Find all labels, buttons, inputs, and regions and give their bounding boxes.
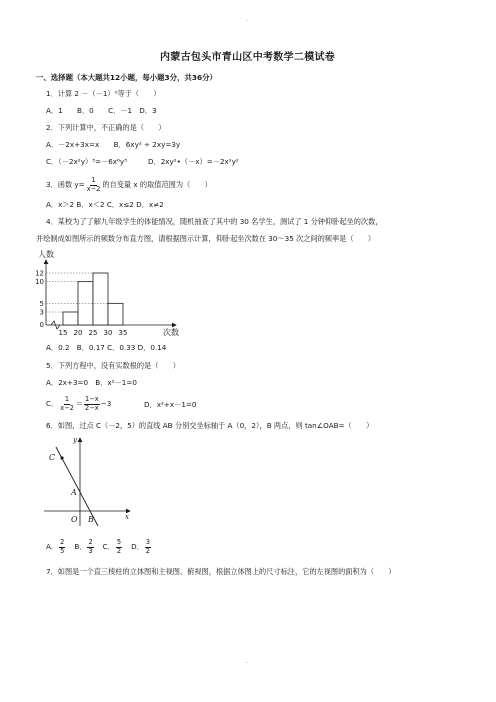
label-a: A [71,488,77,497]
fraction-numerator: 2 [60,538,65,546]
footer-dot: · [246,660,248,667]
question-7-stem: 7．如图是一个直三棱柱的立体图和主视图、俯视图，根据立体图上的尺寸标注，它的左视图的面积为（ ） [46,567,396,576]
label-b: B [88,515,94,524]
document-title: 内蒙古包头市青山区中考数学二模试卷 [160,52,336,63]
question-2-stem: 2．下列计算中，不正确的是（ ） [46,123,166,132]
x-tick-label: 15 [58,329,68,337]
y-tick-label: 5 [39,299,44,308]
point-c [60,456,63,459]
coordinate-figure [40,432,140,528]
section-heading: 一、选择题（本大题共12小题，每小题3分，共36分） [36,73,217,82]
x-axis-label: 次数 [163,328,179,337]
option-d-fraction [145,539,151,555]
histogram-chart [36,246,186,342]
question-3-prefix: 3．函数 y= [46,180,85,189]
label-c: C [49,453,56,462]
option-b-fraction [87,539,93,555]
option-c-fraction-1 [59,396,75,412]
histogram-bar [93,273,108,325]
question-6-stem: 6．如图，过点 C（－2，5）的直线 AB 分别交坐标轴于 A（0，2），B 两点，则 tan∠OAB=（ ） [46,421,374,430]
header-dot: · [246,18,248,25]
option-c-letter: C． [102,542,115,551]
question-4-options: A．0.2 B．0.17 C．0.33 D．0.14 [46,343,167,352]
fraction-numerator: 1 [91,176,96,184]
x-tick-label: 25 [88,329,98,337]
label-o: O [71,515,78,524]
fraction-denominator: x−2 [86,184,101,193]
question-4-line-2: 并绘制成如图所示的频数分布直方图，请根据图示计算，仰卧起坐次数在 30～35 次之间的频率是（ ） [36,234,376,243]
question-2-options-ab: A．－2x+3x=x B．6xy² ÷ 2xy=3y [46,140,181,149]
histogram-bar [108,303,123,325]
question-6-options [46,539,152,555]
question-5-stem: 5．下列方程中，没有实数根的是（ ） [46,361,180,370]
fraction-numerator: 1−x [85,395,99,403]
question-2-option-d: D．2xy²•（－x）=－2x²y² [148,157,239,166]
option-c-fraction [116,539,122,555]
option-c-tail: −3 [100,399,112,408]
equals-sign: ＝ [75,399,84,408]
question-3-options: A．x＞2 B．x＜2 C．x≤2 D．x≠2 [46,200,164,209]
question-1-options: A．1 B．0 C．－1 D．3 [46,106,157,115]
option-d-letter: D． [131,542,144,551]
x-tick-label: 20 [73,329,83,337]
question-5-option-c [46,396,111,412]
x-tick-label: 35 [118,329,128,337]
question-3-fraction [86,177,102,193]
y-axis-label: 人数 [38,250,54,259]
fraction-numerator: 1 [64,395,70,403]
question-5-options-ab: A．2x+3=0 B．x²－1=0 [46,378,137,387]
question-5-option-d: D．x²+x－1=0 [144,400,197,409]
histogram-bar [63,312,78,325]
option-a-letter: A． [46,542,59,551]
fraction-numerator: 5 [116,538,122,546]
y-tick-label: 10 [35,278,44,287]
question-3-suffix: 的自变量 x 的取值范围为（ ） [102,180,212,189]
option-c-fraction-2 [84,396,100,412]
fraction-denominator: 5 [60,546,65,555]
y-tick-label: 12 [35,269,44,278]
question-2-option-c: C．（－2x²y）³=－6x⁶y³ [46,157,128,166]
fraction-numerator: 3 [145,538,150,546]
option-b-letter: B． [74,542,87,551]
fraction-denominator: 2−x [85,403,99,412]
x-tick-label: 30 [103,329,113,337]
fraction-denominator: 2 [145,546,150,555]
label-x: x [125,513,129,521]
fraction-denominator: 3 [88,546,93,555]
y-tick-label: 0 [39,321,44,329]
option-a-fraction [59,539,65,555]
question-4-line-1: 4．某校为了了解九年级学生的体能情况，随机抽查了其中的 30 名学生，测试了 1 分钟仰卧起坐的次数， [46,217,383,226]
fraction-denominator: 2 [116,546,122,555]
question-1-stem: 1．计算 2 －（－1）⁰等于（ ） [46,89,161,98]
label-y: y [73,436,77,444]
fraction-numerator: 2 [88,538,93,546]
y-tick-label: 3 [39,308,44,317]
question-3-stem [46,177,212,193]
fraction-denominator: x−2 [60,403,74,412]
option-c-letter: C． [46,399,59,408]
